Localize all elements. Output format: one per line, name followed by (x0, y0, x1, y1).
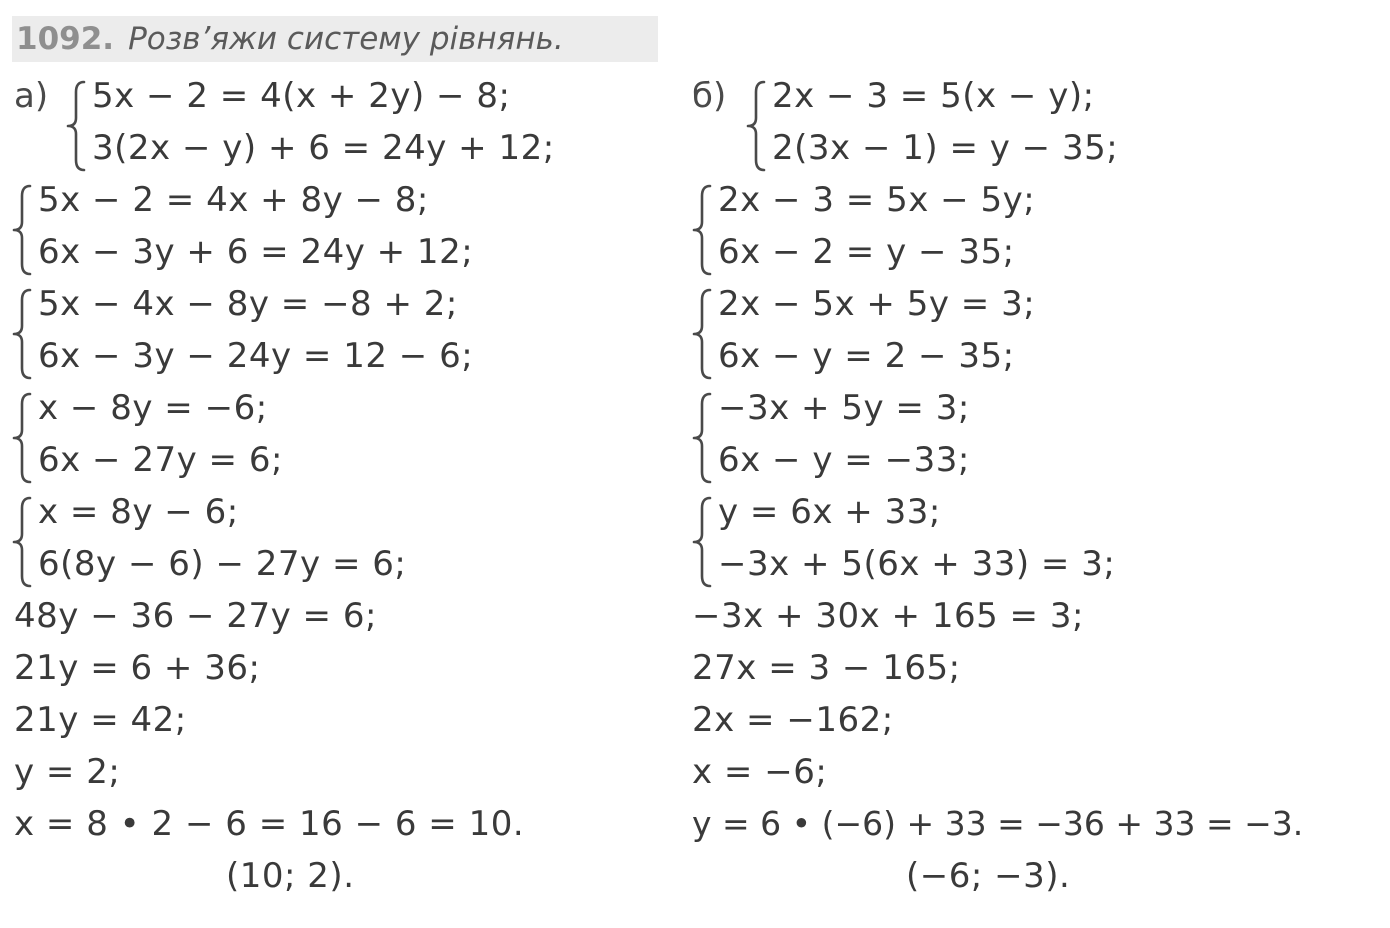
exercise-header (12, 16, 658, 62)
equation-line: 6x − y = −33; (718, 440, 970, 480)
exercise-title: Розв’яжи систему рівнянь. (128, 21, 564, 57)
equation-line: 6x − y = 2 − 35; (718, 336, 1015, 376)
equation-line: 6x − 3y − 24y = 12 − 6; (38, 336, 474, 376)
equation-line: −3x + 30x + 165 = 3; (692, 596, 1084, 636)
equation-line: x = 8y − 6; (38, 492, 239, 532)
brace-icon (8, 286, 34, 382)
part-b-label: б) (692, 76, 727, 116)
part-a-label: а) (14, 76, 49, 116)
brace-icon (742, 78, 768, 174)
equation-line: 6x − 27y = 6; (38, 440, 283, 480)
equation-line: x − 8y = −6; (38, 388, 268, 428)
equation-line: 2x − 3 = 5(x − y); (772, 76, 1095, 116)
brace-icon (8, 390, 34, 486)
equation-line: x = −6; (692, 752, 828, 792)
equation-line: x = 8 • 2 − 6 = 16 − 6 = 10. (14, 804, 525, 844)
equation-line: 2x − 3 = 5x − 5y; (718, 180, 1036, 220)
answer: (−6; −3). (906, 856, 1071, 896)
equation-line: 2x − 5x + 5y = 3; (718, 284, 1036, 324)
brace-icon (8, 182, 34, 278)
equation-line: 2x = −162; (692, 700, 894, 740)
equation-line: 2(3x − 1) = y − 35; (772, 128, 1119, 168)
equation-line: 5x − 2 = 4x + 8y − 8; (38, 180, 429, 220)
brace-icon (8, 494, 34, 590)
equation-line: 5x − 4x − 8y = −8 + 2; (38, 284, 458, 324)
answer: (10; 2). (226, 856, 355, 896)
equation-line: 5x − 2 = 4(x + 2y) − 8; (92, 76, 511, 116)
brace-icon (688, 286, 714, 382)
equation-line: −3x + 5y = 3; (718, 388, 970, 428)
equation-line: 6x − 2 = y − 35; (718, 232, 1015, 272)
brace-icon (62, 78, 88, 174)
equation-line: y = 6x + 33; (718, 492, 941, 532)
equation-line: y = 2; (14, 752, 121, 792)
exercise-number: 1092. (16, 21, 115, 57)
equation-line: 6(8y − 6) − 27y = 6; (38, 544, 407, 584)
equation-line: 3(2x − y) + 6 = 24y + 12; (92, 128, 555, 168)
brace-icon (688, 494, 714, 590)
equation-line: 27x = 3 − 165; (692, 648, 961, 688)
equation-line: 6x − 3y + 6 = 24y + 12; (38, 232, 474, 272)
brace-icon (688, 182, 714, 278)
equation-line: 48y − 36 − 27y = 6; (14, 596, 377, 636)
equation-line: 21y = 42; (14, 700, 187, 740)
equation-line: y = 6 • (−6) + 33 = −36 + 33 = −3. (692, 804, 1304, 843)
equation-line: −3x + 5(6x + 33) = 3; (718, 544, 1116, 584)
equation-line: 21y = 6 + 36; (14, 648, 261, 688)
brace-icon (688, 390, 714, 486)
